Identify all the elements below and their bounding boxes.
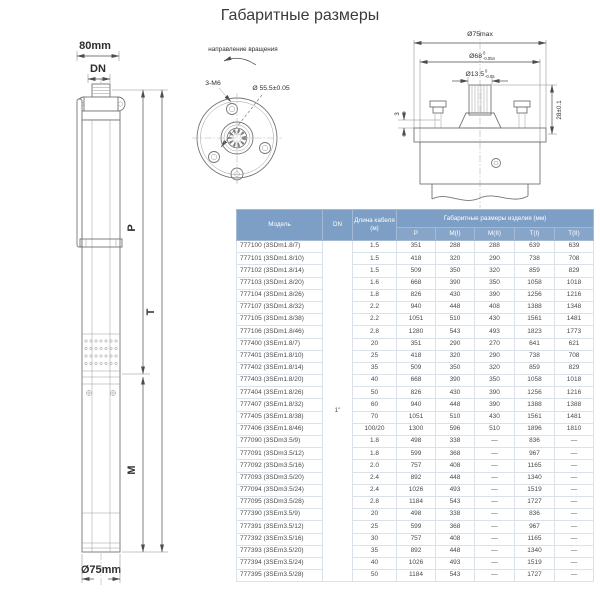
dimension-cell: 829 xyxy=(555,265,594,277)
dimension-cell: 390 xyxy=(436,277,475,289)
table-row xyxy=(237,570,594,582)
pump-dn-label: DN xyxy=(90,63,106,75)
table-row xyxy=(237,399,594,411)
cable-length-cell: 2.8 xyxy=(353,326,397,338)
cable-length-cell: 2.0 xyxy=(353,460,397,472)
table-row xyxy=(237,338,594,350)
cable-length-cell: 35 xyxy=(353,362,397,374)
dimension-cell: 543 xyxy=(436,570,475,582)
dimension-cell: — xyxy=(555,545,594,557)
dimension-cell: 390 xyxy=(475,387,515,399)
cable-length-cell: 100/20 xyxy=(353,423,397,435)
rotation-arrow-icon xyxy=(224,58,256,65)
dimension-cell: 738 xyxy=(515,253,555,265)
dimension-cell: 320 xyxy=(475,362,515,374)
dimension-cell: 599 xyxy=(397,448,436,460)
dimension-cell: 493 xyxy=(436,557,475,569)
dimension-cell: 596 xyxy=(436,423,475,435)
cable-length-cell: 2.4 xyxy=(353,484,397,496)
header-p: P xyxy=(397,228,436,241)
dimension-cell: 1216 xyxy=(555,289,594,301)
cable-length-cell: 1.8 xyxy=(353,436,397,448)
cable-length-cell: 2.8 xyxy=(353,496,397,508)
dimension-cell: 408 xyxy=(475,301,515,313)
cable-length-cell: 1.5 xyxy=(353,265,397,277)
dimension-cell: — xyxy=(475,545,515,557)
pump-p-label: P xyxy=(126,224,138,232)
table-row xyxy=(237,375,594,387)
dimension-cell: 892 xyxy=(397,545,436,557)
model-cell: 777102 (3SDm1.8/14) xyxy=(237,265,323,277)
dimension-cell: 430 xyxy=(475,411,515,423)
pump-width-label: 80mm xyxy=(79,40,111,52)
dimension-cell: 1058 xyxy=(515,375,555,387)
dimension-cell: 1340 xyxy=(515,472,555,484)
table-row xyxy=(237,289,594,301)
dimension-cell: — xyxy=(555,436,594,448)
model-cell: 777402 (3SEm1.8/14) xyxy=(237,362,323,374)
dimension-cell: 1018 xyxy=(555,375,594,387)
model-cell: 777104 (3SDm1.8/26) xyxy=(237,289,323,301)
dimension-cell: 350 xyxy=(436,265,475,277)
model-cell: 777406 (3SEm1.8/46) xyxy=(237,423,323,435)
dimension-cell: 826 xyxy=(397,289,436,301)
dimension-cell: 320 xyxy=(475,265,515,277)
dimension-cell: 290 xyxy=(475,253,515,265)
header-t2: T(II) xyxy=(555,228,594,241)
cable-length-cell: 1.5 xyxy=(353,241,397,253)
cable-length-cell: 40 xyxy=(353,375,397,387)
dimension-cell: 639 xyxy=(555,241,594,253)
dimension-cell: 350 xyxy=(436,362,475,374)
dimension-cell: — xyxy=(475,472,515,484)
table-row xyxy=(237,545,594,557)
header-model: Модель xyxy=(237,210,323,241)
dimension-cell: 641 xyxy=(515,338,555,350)
cable-length-cell: 2.4 xyxy=(353,472,397,484)
dimension-cell: 1519 xyxy=(515,484,555,496)
dimension-cell: 859 xyxy=(515,362,555,374)
cable-length-cell: 50 xyxy=(353,387,397,399)
table-row xyxy=(237,241,594,253)
dimension-cell: 1388 xyxy=(515,399,555,411)
header-m1: M(I) xyxy=(436,228,475,241)
model-cell: 777390 (3SEm3.5/9) xyxy=(237,509,323,521)
table-row xyxy=(237,484,594,496)
dimension-cell: 1026 xyxy=(397,557,436,569)
dimension-cell: 967 xyxy=(515,448,555,460)
dimension-cell: 338 xyxy=(436,436,475,448)
table-row xyxy=(237,326,594,338)
dimension-cell: — xyxy=(475,484,515,496)
dimension-cell: 859 xyxy=(515,265,555,277)
dimensions-table-container xyxy=(236,209,594,582)
dimension-cell: — xyxy=(475,496,515,508)
header-t1: T(I) xyxy=(515,228,555,241)
table-row xyxy=(237,509,594,521)
table-row xyxy=(237,521,594,533)
motor-d68-tol-lower: -0.054 xyxy=(483,55,495,61)
dn-value-cell: 1" xyxy=(323,241,353,582)
dimension-cell: 621 xyxy=(555,338,594,350)
table-row xyxy=(237,277,594,289)
dimension-cell: 390 xyxy=(475,399,515,411)
cable-length-cell: 50 xyxy=(353,570,397,582)
dimension-cell: — xyxy=(555,570,594,582)
dimension-cell: 1256 xyxy=(515,289,555,301)
cable-length-cell: 35 xyxy=(353,545,397,557)
dimension-cell: 1300 xyxy=(397,423,436,435)
dimension-cell: — xyxy=(555,460,594,472)
dimension-cell: 1388 xyxy=(555,399,594,411)
dimension-cell: 639 xyxy=(515,241,555,253)
model-cell: 777394 (3SEm3.5/24) xyxy=(237,557,323,569)
table-row xyxy=(237,533,594,545)
dimension-cell: 757 xyxy=(397,460,436,472)
model-cell: 777405 (3SEm1.8/38) xyxy=(237,411,323,423)
dimension-cell: 1810 xyxy=(555,423,594,435)
dimension-cell: 738 xyxy=(515,350,555,362)
dimension-cell: 1340 xyxy=(515,545,555,557)
header-cable-length: Длина кабеля (м) xyxy=(353,210,397,241)
pump-t-label: T xyxy=(145,308,157,316)
dimension-cell: 430 xyxy=(475,314,515,326)
dimension-cell: — xyxy=(555,448,594,460)
table-row xyxy=(237,411,594,423)
dimensions-table xyxy=(236,209,594,582)
dimension-cell: 408 xyxy=(436,533,475,545)
dimension-cell: 1165 xyxy=(515,460,555,472)
table-row xyxy=(237,496,594,508)
model-cell: 777393 (3SEm3.5/20) xyxy=(237,545,323,557)
dimension-cell: 1481 xyxy=(555,411,594,423)
model-cell: 777395 (3SEm3.5/28) xyxy=(237,570,323,582)
dimension-cell: 390 xyxy=(475,289,515,301)
dimension-cell: 1388 xyxy=(515,301,555,313)
dimension-cell: 510 xyxy=(436,314,475,326)
table-row xyxy=(237,265,594,277)
dimension-cell: 1561 xyxy=(515,314,555,326)
dimension-cell: — xyxy=(475,533,515,545)
motor-d68-tol-upper: 0 xyxy=(483,50,486,56)
cable-length-cell: 70 xyxy=(353,411,397,423)
dimension-cell: 543 xyxy=(436,496,475,508)
dimension-cell: 1165 xyxy=(515,533,555,545)
dimension-cell: 1519 xyxy=(515,557,555,569)
dimension-cell: 1280 xyxy=(397,326,436,338)
dimension-cell: 498 xyxy=(397,436,436,448)
dimension-cell: 368 xyxy=(436,448,475,460)
cable-length-cell: 25 xyxy=(353,521,397,533)
pump-diameter-label: Ø75mm xyxy=(80,564,122,576)
motor-d135-tol-upper: 0 xyxy=(485,68,488,74)
dimension-cell: 940 xyxy=(397,301,436,313)
dimension-cell: 448 xyxy=(436,399,475,411)
table-row xyxy=(237,362,594,374)
dimension-cell: 350 xyxy=(475,375,515,387)
dimension-cell: — xyxy=(555,509,594,521)
dimension-cell: — xyxy=(555,496,594,508)
header-dn: DN xyxy=(323,210,353,241)
dimension-cell: 1727 xyxy=(515,496,555,508)
dimension-cell: 430 xyxy=(436,289,475,301)
dimension-cell: 448 xyxy=(436,545,475,557)
dimension-cell: 510 xyxy=(436,411,475,423)
cable-length-cell: 1.5 xyxy=(353,253,397,265)
dimension-cell: 708 xyxy=(555,350,594,362)
dimension-cell: — xyxy=(475,448,515,460)
model-cell: 777391 (3SEm3.5/12) xyxy=(237,521,323,533)
cable-length-cell: 60 xyxy=(353,399,397,411)
table-row xyxy=(237,460,594,472)
dimension-cell: 1184 xyxy=(397,496,436,508)
dimension-cell: 826 xyxy=(397,387,436,399)
dimension-cell: 1058 xyxy=(515,277,555,289)
model-cell: 777403 (3SEm1.8/20) xyxy=(237,375,323,387)
model-cell: 777093 (3SDm3.5/20) xyxy=(237,472,323,484)
cable-length-cell: 2.2 xyxy=(353,314,397,326)
dimension-cell: 1256 xyxy=(515,387,555,399)
thread-label: 3-M6 xyxy=(205,80,221,87)
dimension-cell: — xyxy=(475,460,515,472)
motor-d75-label: Ø75max xyxy=(467,31,493,38)
dimension-cell: 368 xyxy=(436,521,475,533)
dimension-cell: 408 xyxy=(436,460,475,472)
model-cell: 777092 (3SDm3.5/16) xyxy=(237,460,323,472)
model-cell: 777392 (3SEm3.5/16) xyxy=(237,533,323,545)
model-cell: 777404 (3SEm1.8/26) xyxy=(237,387,323,399)
dimension-cell: 1481 xyxy=(555,314,594,326)
header-dimensions-group: Габаритные размеры изделия (мм) xyxy=(397,210,594,228)
bolt-circle-label: Ø 55.5±0.05 xyxy=(252,85,290,92)
table-row xyxy=(237,557,594,569)
dimension-cell: 510 xyxy=(475,423,515,435)
dimension-cell: 430 xyxy=(436,387,475,399)
dimension-cell: 290 xyxy=(436,338,475,350)
model-cell: 777094 (3SDm3.5/24) xyxy=(237,484,323,496)
dimension-cell: 338 xyxy=(436,509,475,521)
model-cell: 777407 (3SEm1.8/32) xyxy=(237,399,323,411)
dimension-cell: — xyxy=(475,521,515,533)
table-row xyxy=(237,350,594,362)
dimension-cell: 599 xyxy=(397,521,436,533)
dimension-cell: 1216 xyxy=(555,387,594,399)
dimension-cell: 351 xyxy=(397,241,436,253)
cable-length-cell: 1.6 xyxy=(353,277,397,289)
motor-height-label: 28±0.1 xyxy=(556,100,563,120)
cable-length-cell: 1.8 xyxy=(353,448,397,460)
dimension-cell: 1823 xyxy=(515,326,555,338)
pump-top-view-drawing xyxy=(192,46,290,184)
rotation-direction-label: направление вращения xyxy=(208,46,278,53)
dimension-cell: 288 xyxy=(475,241,515,253)
dimension-cell: — xyxy=(555,472,594,484)
cable-length-cell: 2.2 xyxy=(353,301,397,313)
cable-length-cell: 1.8 xyxy=(353,289,397,301)
dimension-cell: 390 xyxy=(436,375,475,387)
model-cell: 777095 (3SDm3.5/28) xyxy=(237,496,323,508)
dimension-cell: 1727 xyxy=(515,570,555,582)
model-cell: 777107 (3SDm1.8/32) xyxy=(237,301,323,313)
table-row xyxy=(237,253,594,265)
dimension-cell: 892 xyxy=(397,472,436,484)
dimension-cell: 836 xyxy=(515,509,555,521)
motor-d135-label: Ø13.5 xyxy=(465,71,484,78)
model-cell: 777401 (3SEm1.8/10) xyxy=(237,350,323,362)
pump-side-drawing xyxy=(77,40,168,585)
table-row xyxy=(237,387,594,399)
header-m2: M(II) xyxy=(475,228,515,241)
table-row xyxy=(237,301,594,313)
model-cell: 777101 (3SDm1.8/10) xyxy=(237,253,323,265)
dimension-cell: 1773 xyxy=(555,326,594,338)
cable-length-cell: 20 xyxy=(353,338,397,350)
dimension-cell: — xyxy=(555,484,594,496)
dimension-cell: 1348 xyxy=(555,301,594,313)
dimension-cell: 668 xyxy=(397,375,436,387)
dimension-cell: 448 xyxy=(436,472,475,484)
dimension-cell: 1561 xyxy=(515,411,555,423)
dimension-cell: 288 xyxy=(436,241,475,253)
dimension-cell: 1051 xyxy=(397,314,436,326)
model-cell: 777090 (3SDm3.5/9) xyxy=(237,436,323,448)
dimension-cell: — xyxy=(475,436,515,448)
dimension-cell: 757 xyxy=(397,533,436,545)
page-title: Габаритные размеры xyxy=(220,7,380,24)
motor-offset-label: 3 xyxy=(394,112,401,116)
dimension-cell: 350 xyxy=(475,277,515,289)
table-row xyxy=(237,314,594,326)
dimension-cell: 493 xyxy=(475,326,515,338)
motor-d68-label: Ø68 xyxy=(469,53,482,60)
dimension-cell: 708 xyxy=(555,253,594,265)
motor-d135-tol-lower: -0.05 xyxy=(485,73,495,79)
dimension-cell: 1184 xyxy=(397,570,436,582)
dimension-cell: 320 xyxy=(436,350,475,362)
model-cell: 777400 (3SEm1.8/7) xyxy=(237,338,323,350)
dimension-cell: 509 xyxy=(397,362,436,374)
cable-length-cell: 30 xyxy=(353,533,397,545)
cable-length-cell: 40 xyxy=(353,557,397,569)
dimension-cell: 493 xyxy=(436,484,475,496)
table-row xyxy=(237,423,594,435)
dimension-cell: 448 xyxy=(436,301,475,313)
dimension-cell: 940 xyxy=(397,399,436,411)
model-cell: 777105 (3SDm1.8/38) xyxy=(237,314,323,326)
table-row xyxy=(237,436,594,448)
dimension-cell: 1051 xyxy=(397,411,436,423)
dimension-cell: — xyxy=(475,557,515,569)
dimension-cell: 320 xyxy=(436,253,475,265)
dimension-cell: — xyxy=(555,533,594,545)
model-cell: 777091 (3SDm3.5/12) xyxy=(237,448,323,460)
dimension-cell: 270 xyxy=(475,338,515,350)
dimension-cell: 1018 xyxy=(555,277,594,289)
cable-length-cell: 25 xyxy=(353,350,397,362)
dimension-cell: 509 xyxy=(397,265,436,277)
table-row xyxy=(237,448,594,460)
model-cell: 777106 (3SDm1.8/46) xyxy=(237,326,323,338)
cable-length-cell: 20 xyxy=(353,509,397,521)
dimension-cell: 290 xyxy=(475,350,515,362)
dimension-cell: 418 xyxy=(397,253,436,265)
dimension-cell: — xyxy=(475,509,515,521)
dimension-cell: 498 xyxy=(397,509,436,521)
table-row xyxy=(237,472,594,484)
dimension-cell: — xyxy=(555,521,594,533)
dimension-cell: — xyxy=(475,570,515,582)
dimension-cell: 351 xyxy=(397,338,436,350)
dimensions-table-body xyxy=(237,241,594,582)
model-cell: 777100 (3SDm1.8/7) xyxy=(237,241,323,253)
dimension-cell: 1896 xyxy=(515,423,555,435)
motor-top-drawing xyxy=(394,30,563,208)
dimension-cell: 836 xyxy=(515,436,555,448)
dimension-cell: 1026 xyxy=(397,484,436,496)
dimension-cell: 829 xyxy=(555,362,594,374)
pump-m-label: M xyxy=(126,465,138,475)
model-cell: 777103 (3SDm1.8/20) xyxy=(237,277,323,289)
dimension-cell: 543 xyxy=(436,326,475,338)
dimension-cell: 668 xyxy=(397,277,436,289)
dimension-cell: 418 xyxy=(397,350,436,362)
dimension-cell: 967 xyxy=(515,521,555,533)
dimension-cell: — xyxy=(555,557,594,569)
